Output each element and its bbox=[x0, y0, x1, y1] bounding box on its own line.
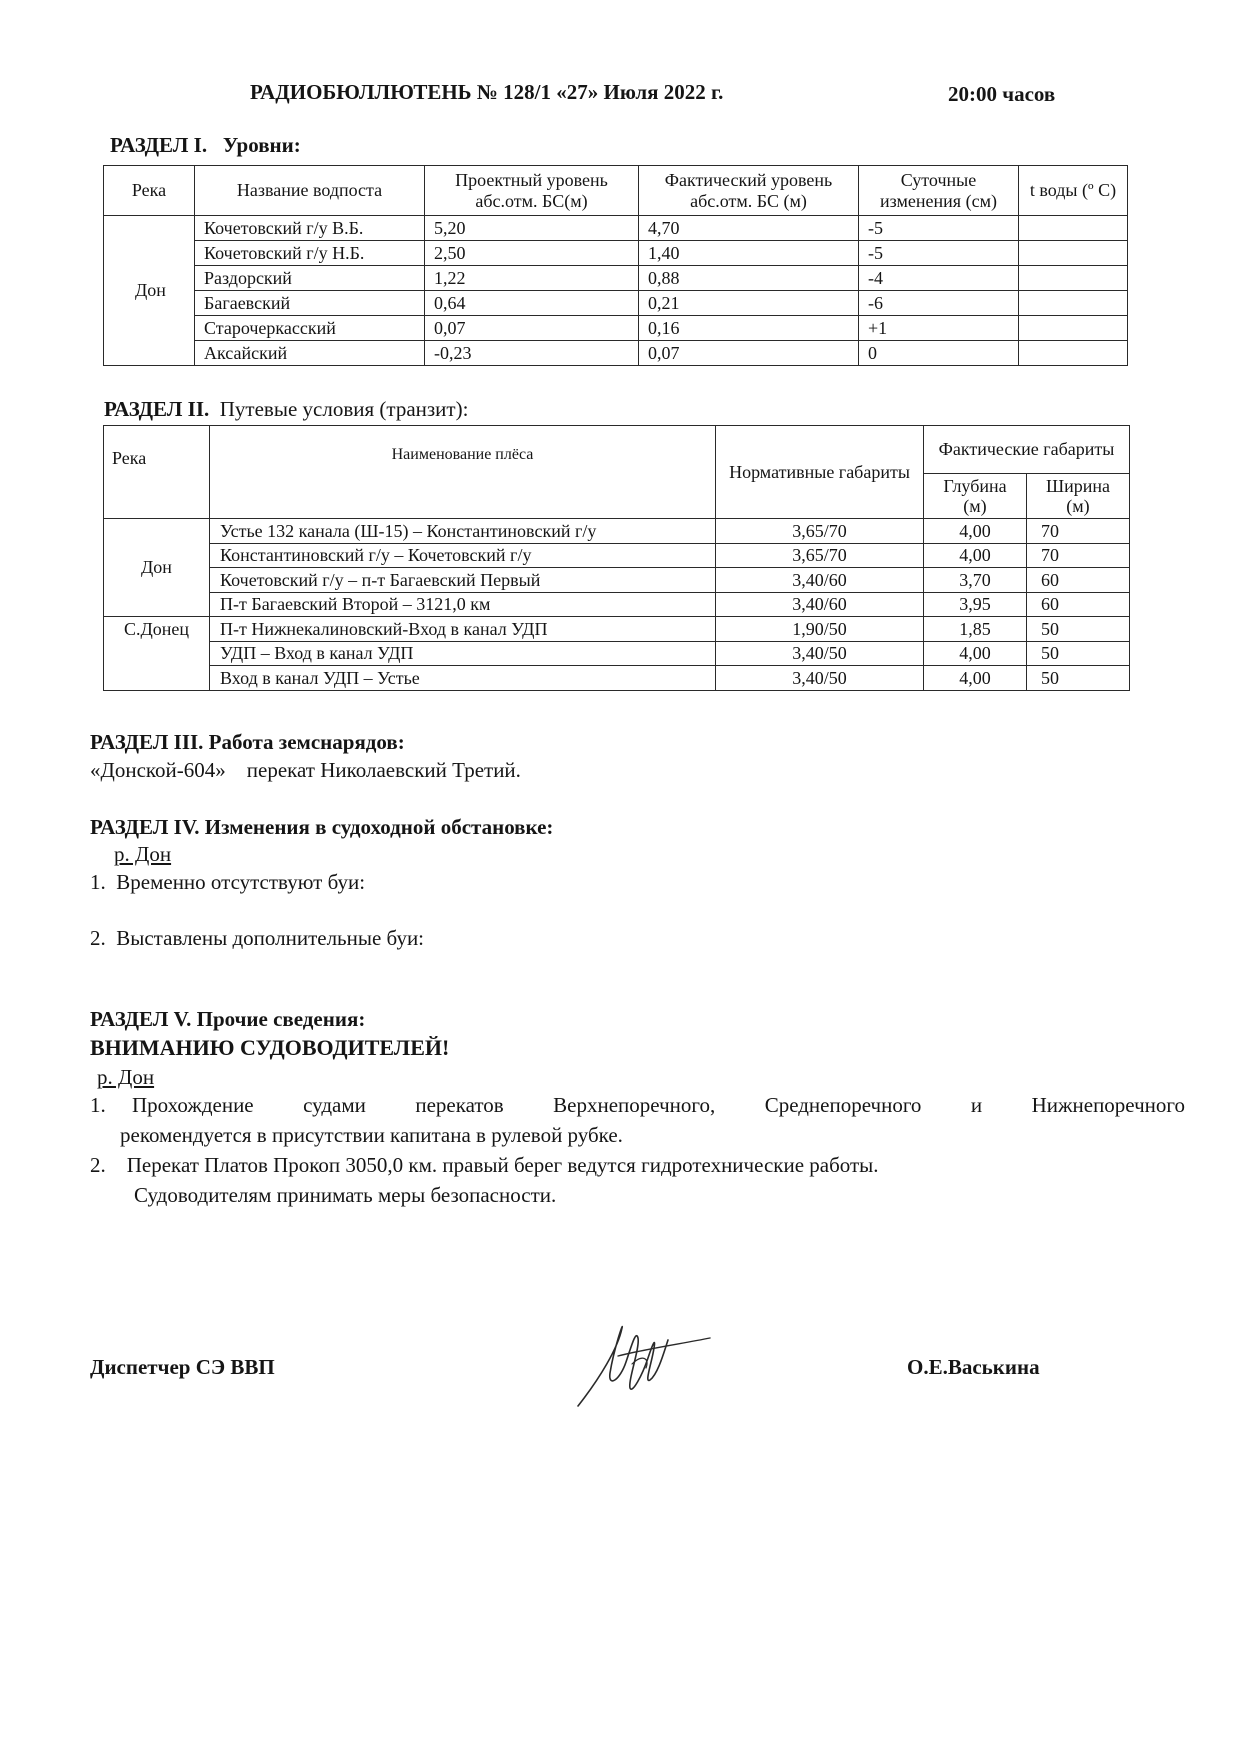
reach-cell: П-т Нижнекалиновский-Вход в канал УДП bbox=[210, 617, 716, 642]
depth-cell: 4,00 bbox=[924, 543, 1027, 568]
section2-title: Путевые условия (транзит): bbox=[219, 397, 469, 421]
levels-header-row bbox=[104, 166, 1128, 216]
section1-label: РАЗДЕЛ I. bbox=[110, 133, 208, 157]
col-depth: Глубина (м) bbox=[924, 474, 1027, 519]
temp-cell bbox=[1019, 216, 1128, 241]
signer-name: О.Е.Васькина bbox=[907, 1355, 1040, 1379]
actual-cell: 0,21 bbox=[639, 291, 859, 316]
section1-title: Уровни: bbox=[222, 133, 301, 157]
reach-cell: Устье 132 канала (Ш-15) – Константиновский г/у bbox=[210, 519, 716, 544]
table-row bbox=[104, 291, 1128, 316]
design-cell: 2,50 bbox=[425, 241, 639, 266]
list-item bbox=[90, 870, 365, 895]
actual-cell: 1,40 bbox=[639, 241, 859, 266]
daily-cell: -5 bbox=[859, 216, 1019, 241]
post-cell: Раздорский bbox=[195, 266, 425, 291]
temp-cell bbox=[1019, 291, 1128, 316]
post-cell: Старочеркасский bbox=[195, 316, 425, 341]
dredger-line bbox=[90, 758, 521, 783]
item-number: 2. bbox=[90, 926, 106, 950]
river-cell: Дон bbox=[104, 216, 195, 366]
post-cell: Багаевский bbox=[195, 291, 425, 316]
temp-cell bbox=[1019, 341, 1128, 366]
actual-cell: 0,88 bbox=[639, 266, 859, 291]
daily-cell: -6 bbox=[859, 291, 1019, 316]
width-cell: 50 bbox=[1027, 641, 1130, 666]
transit-header-row bbox=[104, 426, 1130, 474]
list-item bbox=[90, 1150, 1185, 1210]
reach-cell: Константиновский г/у – Кочетовский г/у bbox=[210, 543, 716, 568]
list-item bbox=[90, 1090, 1185, 1150]
item-text-line2: рекомендуется в присутствии капитана в рулевой рубке. bbox=[120, 1123, 623, 1147]
reach-cell: Вход в канал УДП – Устье bbox=[210, 666, 716, 691]
table-row bbox=[104, 341, 1128, 366]
levels-table bbox=[103, 165, 1128, 366]
depth-cell: 1,85 bbox=[924, 617, 1027, 642]
design-cell: 0,07 bbox=[425, 316, 639, 341]
norm-cell: 3,40/60 bbox=[716, 568, 924, 593]
col-river: Река bbox=[104, 166, 195, 216]
actual-cell: 0,07 bbox=[639, 341, 859, 366]
temp-cell bbox=[1019, 266, 1128, 291]
item-text-line2: Судоводителям принимать меры безопасности. bbox=[134, 1183, 557, 1207]
design-cell: 5,20 bbox=[425, 216, 639, 241]
table-row bbox=[104, 241, 1128, 266]
table-row bbox=[104, 216, 1128, 241]
item-text: Временно отсутствуют буи: bbox=[116, 870, 366, 894]
table-row bbox=[104, 266, 1128, 291]
item-text: Выставлены дополнительные буи: bbox=[116, 926, 425, 950]
width-cell: 50 bbox=[1027, 666, 1130, 691]
table-row bbox=[104, 592, 1130, 617]
post-cell: Кочетовский г/у В.Б. bbox=[195, 216, 425, 241]
post-cell: Кочетовский г/у Н.Б. bbox=[195, 241, 425, 266]
norm-cell: 3,65/70 bbox=[716, 519, 924, 544]
dredger-location: перекат Николаевский Третий. bbox=[246, 758, 521, 782]
design-cell: -0,23 bbox=[425, 341, 639, 366]
design-cell: 1,22 bbox=[425, 266, 639, 291]
dredger-name: «Донской-604» bbox=[90, 758, 226, 782]
table-row bbox=[104, 617, 1130, 642]
norm-cell: 3,40/50 bbox=[716, 641, 924, 666]
daily-cell: +1 bbox=[859, 316, 1019, 341]
depth-cell: 3,70 bbox=[924, 568, 1027, 593]
section4-river: р. Дон bbox=[114, 842, 172, 866]
list-item bbox=[90, 926, 424, 951]
reach-cell: УДП – Вход в канал УДП bbox=[210, 641, 716, 666]
col-width: Ширина (м) bbox=[1027, 474, 1130, 519]
table-row bbox=[104, 666, 1130, 691]
document-title: РАДИОБЮЛЛЮТЕНЬ № 128/1 «27» Июля 2022 г. bbox=[250, 80, 724, 104]
daily-cell: 0 bbox=[859, 341, 1019, 366]
col-water-temp: t воды (º С) bbox=[1019, 166, 1128, 216]
signer-position: Диспетчер СЭ ВВП bbox=[90, 1355, 275, 1379]
design-cell: 0,64 bbox=[425, 291, 639, 316]
actual-cell: 4,70 bbox=[639, 216, 859, 241]
width-cell: 60 bbox=[1027, 592, 1130, 617]
item-text-line1: Прохождение судами перекатов Верхнепоречного, Среднепоречного и Нижнепоречного bbox=[132, 1093, 1185, 1117]
section4-heading: РАЗДЕЛ IV. Изменения в судоходной обстановке: bbox=[90, 815, 554, 839]
river-cell: Дон bbox=[104, 519, 210, 617]
item-text-line1: Перекат Платов Прокоп 3050,0 км. правый берег ведутся гидротехнические работы. bbox=[126, 1153, 879, 1177]
col-norm-dims: Нормативные габариты bbox=[716, 426, 924, 519]
table-row bbox=[104, 568, 1130, 593]
width-cell: 60 bbox=[1027, 568, 1130, 593]
section3-heading: РАЗДЕЛ III. Работа земснарядов: bbox=[90, 730, 405, 754]
norm-cell: 3,40/50 bbox=[716, 666, 924, 691]
temp-cell bbox=[1019, 316, 1128, 341]
handwritten-signature bbox=[570, 1318, 720, 1418]
river-cell: С.Донец bbox=[104, 617, 210, 691]
post-cell: Аксайский bbox=[195, 341, 425, 366]
depth-cell: 4,00 bbox=[924, 641, 1027, 666]
width-cell: 50 bbox=[1027, 617, 1130, 642]
attention-heading: ВНИМАНИЮ СУДОВОДИТЕЛЕЙ! bbox=[90, 1035, 450, 1060]
width-cell: 70 bbox=[1027, 543, 1130, 568]
norm-cell: 1,90/50 bbox=[716, 617, 924, 642]
col-post: Название водпоста bbox=[195, 166, 425, 216]
col-daily-change: Суточные изменения (см) bbox=[859, 166, 1019, 216]
col-reach: Наименование плёса bbox=[210, 426, 716, 519]
actual-cell: 0,16 bbox=[639, 316, 859, 341]
item-number: 1. bbox=[90, 1093, 106, 1117]
depth-cell: 4,00 bbox=[924, 666, 1027, 691]
col-actual-dims: Фактические габариты bbox=[924, 426, 1130, 474]
width-cell: 70 bbox=[1027, 519, 1130, 544]
item-number: 1. bbox=[90, 870, 106, 894]
table-row bbox=[104, 316, 1128, 341]
daily-cell: -4 bbox=[859, 266, 1019, 291]
table-row bbox=[104, 543, 1130, 568]
document-time: 20:00 часов bbox=[948, 82, 1056, 106]
section5-river: р. Дон bbox=[97, 1065, 155, 1089]
section5-heading: РАЗДЕЛ V. Прочие сведения: bbox=[90, 1007, 366, 1031]
norm-cell: 3,40/60 bbox=[716, 592, 924, 617]
col-design-level: Проектный уровень абс.отм. БС(м) bbox=[425, 166, 639, 216]
section1-heading bbox=[110, 133, 301, 158]
reach-cell: Кочетовский г/у – п-т Багаевский Первый bbox=[210, 568, 716, 593]
transit-table bbox=[103, 425, 1130, 691]
temp-cell bbox=[1019, 241, 1128, 266]
section2-label: РАЗДЕЛ II. bbox=[104, 397, 210, 421]
depth-cell: 4,00 bbox=[924, 519, 1027, 544]
table-row bbox=[104, 519, 1130, 544]
norm-cell: 3,65/70 bbox=[716, 543, 924, 568]
depth-cell: 3,95 bbox=[924, 592, 1027, 617]
col-river: Река bbox=[104, 426, 210, 519]
col-actual-level: Фактический уровень абс.отм. БС (м) bbox=[639, 166, 859, 216]
section2-heading bbox=[104, 397, 468, 422]
table-row bbox=[104, 641, 1130, 666]
item-number: 2. bbox=[90, 1153, 106, 1177]
daily-cell: -5 bbox=[859, 241, 1019, 266]
reach-cell: П-т Багаевский Второй – 3121,0 км bbox=[210, 592, 716, 617]
